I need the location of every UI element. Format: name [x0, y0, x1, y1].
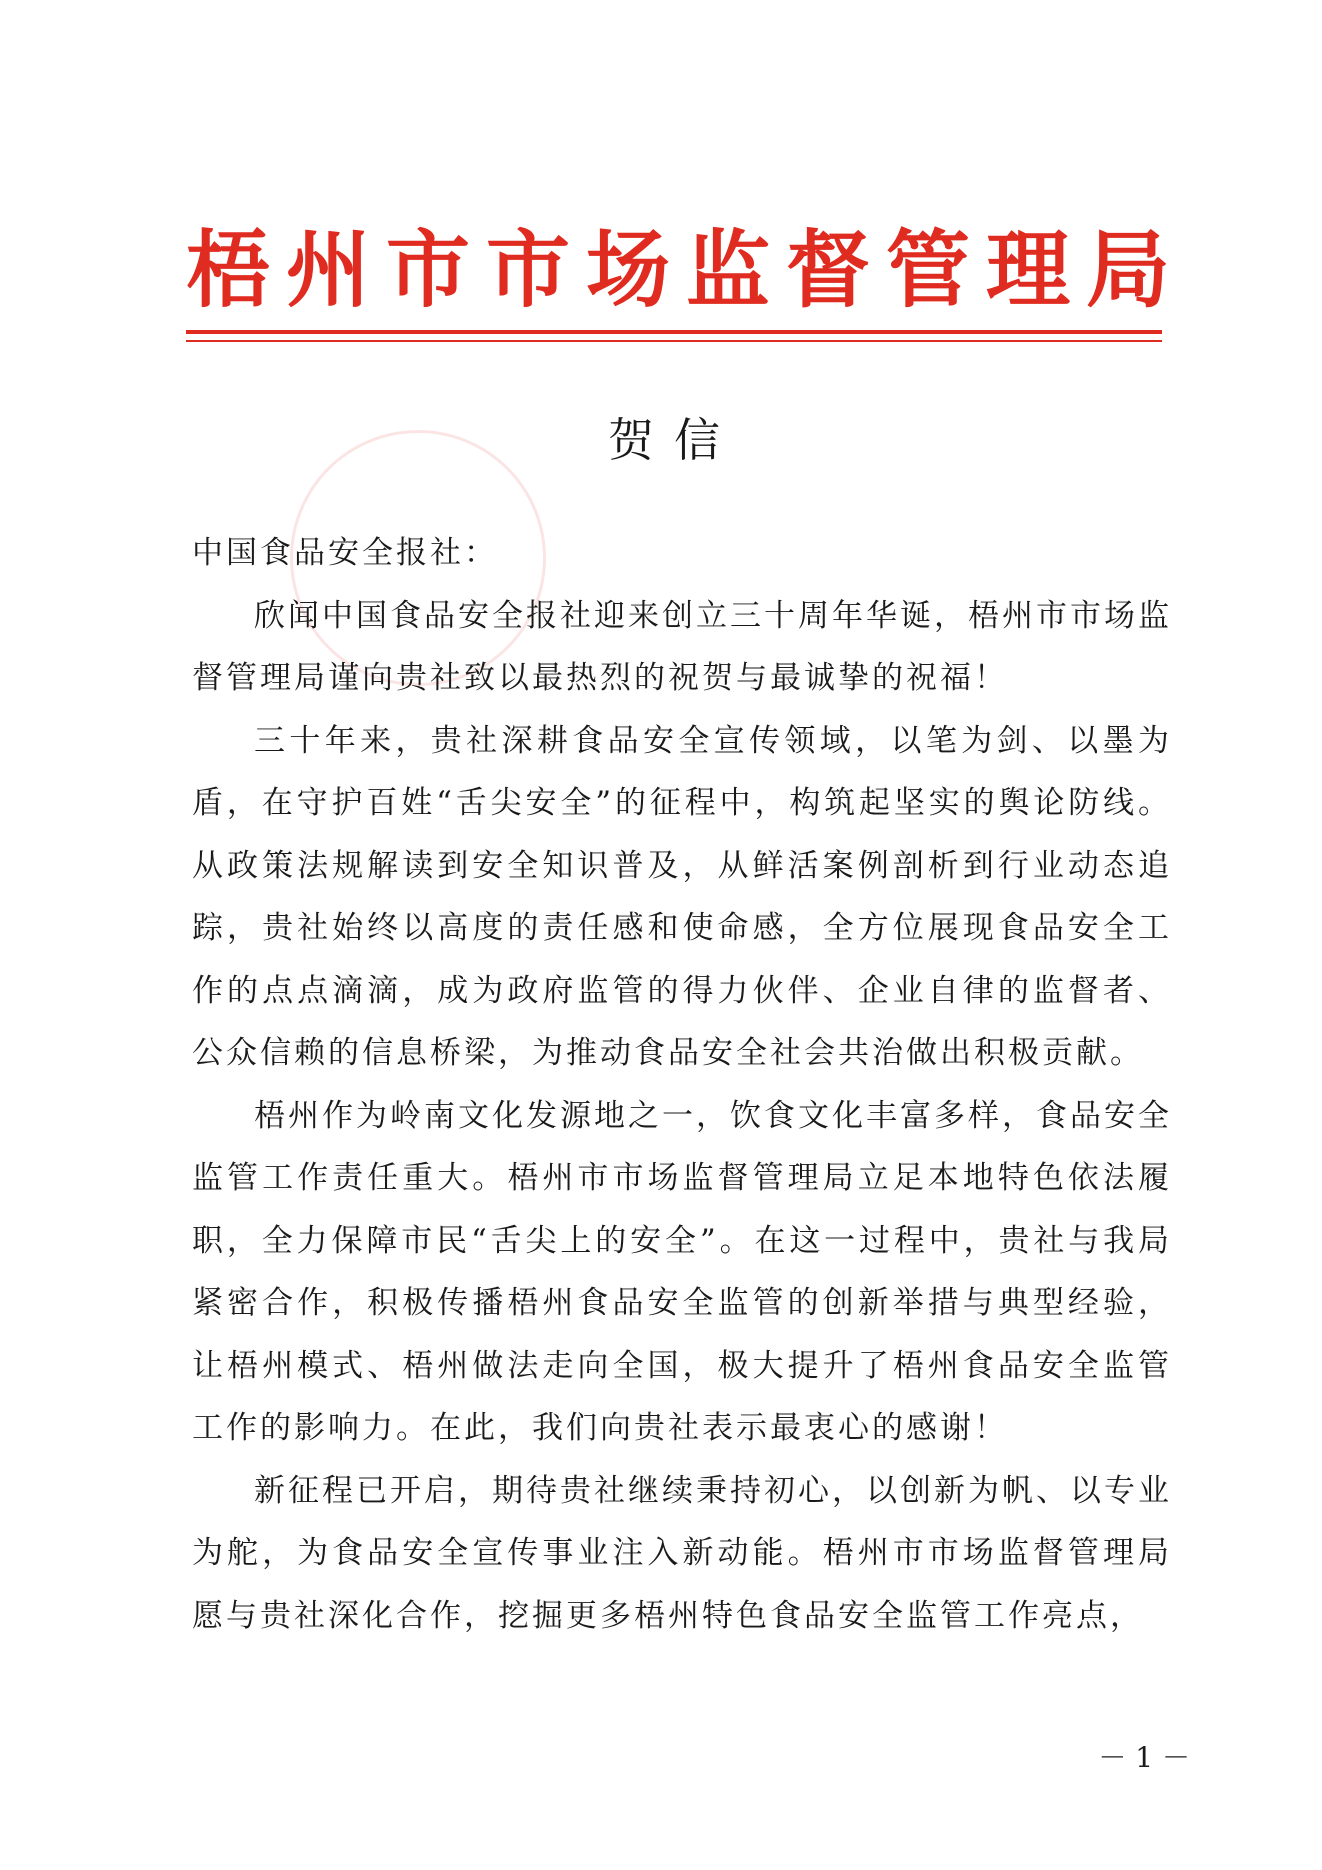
salutation: 中国食品安全报社：	[192, 535, 498, 571]
letterhead-rule-thick	[186, 330, 1162, 334]
paragraph-4: 新征程已开启，期待贵社继续秉持初心，以创新为帆、以专业为舵，为食品安全宣传事业注入新动能。梧州市市场监督管理局愿与贵社深化合作，挖掘更多梧州特色食品安全监管工作亮点，	[192, 1472, 1172, 1634]
paragraph-2: 三十年来，贵社深耕食品安全宣传领域，以笔为剑、以墨为盾，在守护百姓“舌尖安全”的征程中，构筑起坚实的舆论防线。从政策法规解读到安全知识普及，从鲜活案例剖析到行业动态追踪，贵社始终以高度的责任感和使命感，全方位展现食品安全工作的点点滴滴，成为政府监管的得力伙伴、企业自律的监督者、公众信赖的信息桥梁，为推动食品安全社会共治做出积极贡献。	[192, 722, 1172, 1071]
paragraph-1: 欣闻中国食品安全报社迎来创立三十周年华诞，梧州市市场监督管理局谨向贵社致以最热烈的祝贺与最诚挚的祝福！	[192, 597, 1172, 696]
paragraph-3: 梧州作为岭南文化发源地之一，饮食文化丰富多样，食品安全监管工作责任重大。梧州市市场监督管理局立足本地特色依法履职，全力保障市民“舌尖上的安全”。在这一过程中，贵社与我局紧密合作，积极传播梧州食品安全监管的创新举措与典型经验，让梧州模式、梧州做法走向全国，极大提升了梧州食品安全监管工作的影响力。在此，我们向贵社表示最衷心的感谢！	[192, 1097, 1172, 1446]
letterhead-rule-thin	[186, 340, 1162, 342]
letterhead-title: 梧州市市场监督管理局	[186, 221, 1187, 319]
letter-body	[192, 522, 1172, 1647]
page-number: － 1 －	[1098, 1741, 1190, 1774]
document-title: 贺信	[608, 413, 740, 467]
